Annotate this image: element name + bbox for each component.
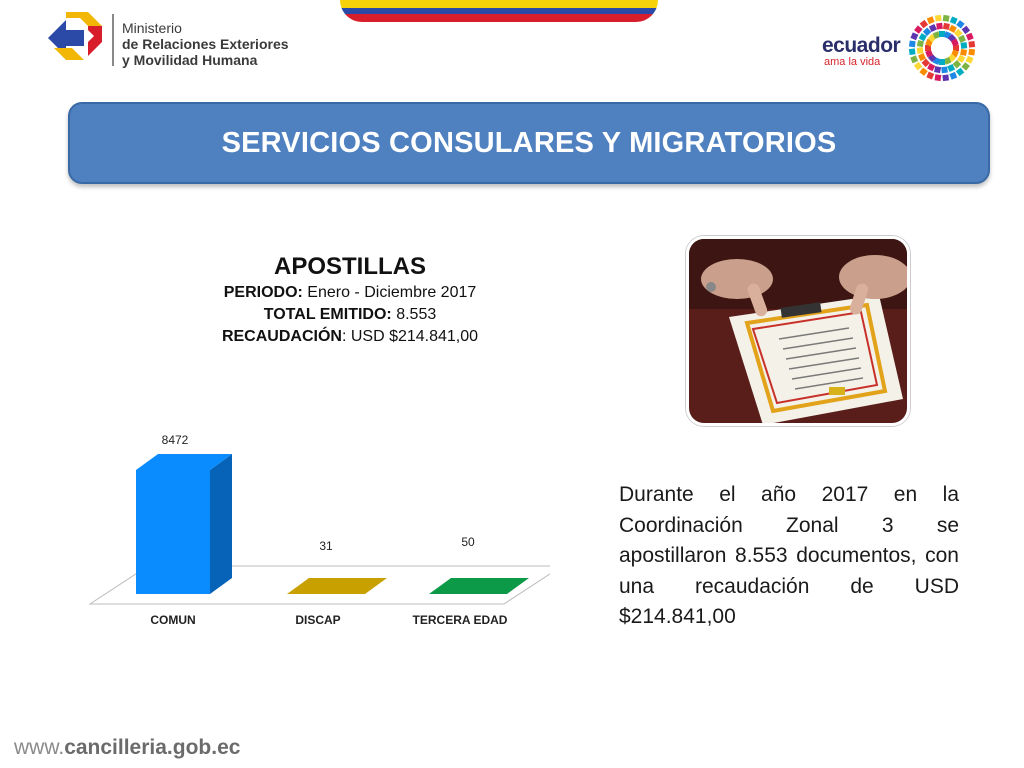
chart-data-label: 31 xyxy=(319,539,333,553)
sun-square xyxy=(968,41,975,48)
sun-square xyxy=(960,49,967,56)
apostille-summary xyxy=(170,252,530,348)
chart-category-label: COMUN xyxy=(150,613,196,627)
chart-data-label: 50 xyxy=(461,535,475,549)
sun-square xyxy=(917,47,924,54)
sun-square xyxy=(920,20,928,28)
sun-square xyxy=(919,67,927,75)
sun-square xyxy=(910,55,918,63)
total-value: 8.553 xyxy=(391,306,437,323)
apostille-photo xyxy=(686,236,910,426)
footer-url[interactable] xyxy=(14,736,240,760)
period-row xyxy=(170,282,530,304)
ecuador-sun-icon xyxy=(904,10,980,86)
sun-square xyxy=(927,16,935,24)
revenue-label: RECAUDACIÓN xyxy=(221,328,342,345)
page-title: SERVICIOS CONSULARES Y MIGRATORIOS xyxy=(221,126,837,159)
total-label: TOTAL EMITIDO: xyxy=(263,306,392,323)
ministry-emblem-icon xyxy=(44,8,104,68)
chart-bar-comun xyxy=(136,454,232,594)
sun-square xyxy=(910,32,918,40)
sun-square xyxy=(961,42,968,49)
sun-square xyxy=(943,15,950,22)
revenue-value: : USD $214.841,00 xyxy=(341,328,479,345)
chart-bar-front xyxy=(136,470,210,594)
sun-square xyxy=(956,68,964,76)
ecuador-wordmark: ecuador xyxy=(822,34,901,57)
sun-square xyxy=(909,48,916,55)
ecuador-brand-logo xyxy=(822,10,982,86)
period-value: Enero - Diciembre 2017 xyxy=(302,284,477,301)
total-row xyxy=(170,304,530,326)
apostille-document-photo-icon xyxy=(689,239,910,426)
chart-bar-side xyxy=(210,454,232,594)
chart-category-label: TERCERA EDAD xyxy=(412,613,508,627)
sun-square xyxy=(961,62,969,70)
ecuador-tagline: ama la vida xyxy=(824,56,881,68)
section-heading: APOSTILLAS xyxy=(273,253,426,280)
sun-square xyxy=(943,23,950,30)
sun-square xyxy=(917,40,924,47)
sun-square xyxy=(936,23,943,30)
title-banner xyxy=(68,102,990,184)
sun-square xyxy=(942,74,949,81)
flag-stripe xyxy=(340,0,658,22)
sun-square xyxy=(968,49,975,56)
sun-square xyxy=(934,66,941,73)
apostille-bar-chart xyxy=(80,408,550,640)
footer-url-domain: cancilleria.gob.ec xyxy=(64,736,241,759)
ministry-name-line3: y Movilidad Humana xyxy=(122,52,258,68)
sun-square xyxy=(956,20,964,28)
sun-square xyxy=(966,56,974,64)
summary-paragraph: Durante el año 2017 en la Coordinación Zonal 3 se apostillaron 8.553 documentos, con una recaudación de USD $214.841,00 xyxy=(619,483,959,628)
ministry-name-line1: Ministerio xyxy=(122,20,182,36)
ministry-logo xyxy=(44,8,289,72)
logo-divider xyxy=(112,14,114,66)
sun-square xyxy=(950,16,958,24)
sun-square xyxy=(949,72,957,80)
sun-square xyxy=(909,41,916,48)
sun-square xyxy=(935,74,942,81)
sun-square xyxy=(914,62,922,70)
footer-url-prefix: www. xyxy=(14,736,65,759)
chart-category-label: DISCAP xyxy=(295,613,341,627)
revenue-row xyxy=(170,326,530,348)
sun-square xyxy=(926,72,934,80)
sun-square xyxy=(941,67,948,74)
sun-square xyxy=(935,15,942,22)
sun-square xyxy=(962,26,970,34)
period-label: PERIODO: xyxy=(223,284,303,301)
chart-data-label: 8472 xyxy=(161,433,189,447)
sun-square xyxy=(914,25,922,33)
sun-square xyxy=(966,33,974,41)
ministry-name-line2: de Relaciones Exteriores xyxy=(122,36,289,52)
